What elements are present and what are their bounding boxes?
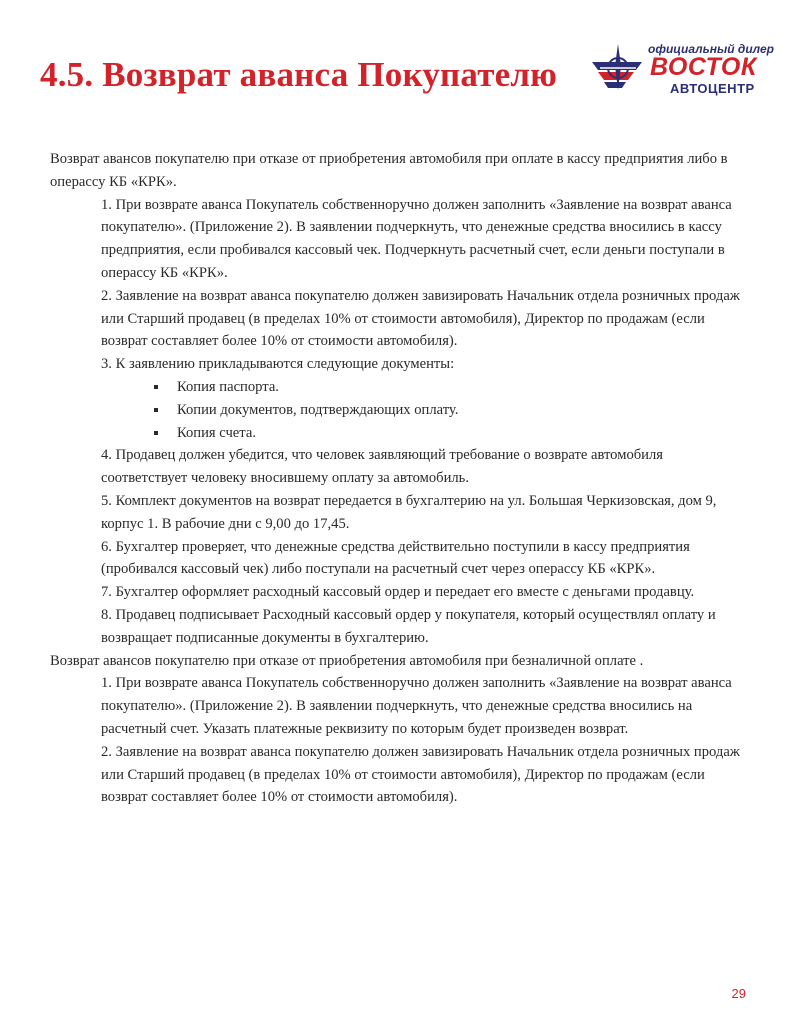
list-item: Копии документов, подтверждающих оплату. — [153, 399, 750, 422]
documents-list — [50, 376, 750, 444]
section1-intro: Возврат авансов покупателю при отказе от приобретения автомобиля при оплате в кассу предприятия либо в операссу КБ «КРК». — [50, 151, 728, 190]
section1-step-2: 2. Заявление на возврат аванса покупателю должен завизировать Начальник отдела розничных продаж или Старший продавец (в пределах 10% от стоимости автомобиля), Директор по продажам (если возврат составляет более 10% от стоимости автомобиля). — [101, 287, 740, 350]
section1-step-5: 5. Комплект документов на возврат передается в бухгалтерию на ул. Большая Черкизовская, дом 9, корпус 1. В рабочие дни с 9,00 до 17,45. — [101, 492, 717, 532]
page-number: 29 — [731, 986, 746, 1001]
bullet-icon — [154, 385, 158, 389]
section2-intro: Возврат авансов покупателю при отказе от приобретения автомобиля при безналичной оплате . — [50, 652, 644, 669]
section1-step-6: 6. Бухгалтер проверяет, что денежные средства действительно поступили в кассу предприятия (пробивался кассовый чек) либо поступали на расчетный счет через операссу КБ «КРК». — [101, 538, 690, 578]
section1-step-8: 8. Продавец подписывает Расходный кассовый ордер у покупателя, который осуществлял оплату и возвращает подписанные документы в бухгалтерию. — [101, 606, 716, 646]
section1-step-4: 4. Продавец должен убедится, что человек заявляющий требование о возврате автомобиля соответствует человеку вносившему оплату за автомобиль. — [101, 447, 663, 487]
section1-step-3: 3. К заявлению прикладываются следующие документы: — [101, 356, 455, 373]
section2-step-1: 1. При возврате аванса Покупатель собственноручно должен заполнить «Заявление на возврат аванса покупателю». (Приложение 2). В заявлении подчеркнуть, что денежные средства вносились на расчетный счет. Указать платежные реквизиту по которым будет произведен возврат. — [101, 675, 732, 737]
bullet-icon — [154, 408, 158, 412]
section1-step-7: 7. Бухгалтер оформляет расходный кассовый ордер и передает его вместе с деньгами продавцу. — [101, 584, 695, 601]
list-item: Копия счета. — [153, 422, 750, 445]
section2-step-2: 2. Заявление на возврат аванса покупателю должен завизировать Начальник отдела розничных продаж или Старший продавец (в пределах 10% от стоимости автомобиля), Директор по продажам (если возврат составляет более 10% от стоимости автомобиля). — [101, 743, 740, 806]
document-body — [50, 148, 750, 809]
section1-step-1: 1. При возврате аванса Покупатель собственноручно должен заполнить «Заявление на возврат аванса покупателю». (Приложение 2). В заявлении подчеркнуть, что денежные средства вносились в кассу предприятия, если пробивался кассовый чек. Подчеркнуть расчетный счет, если деньги поступали в операссу КБ «КРК». — [101, 196, 732, 281]
dealer-logo — [588, 38, 784, 98]
logo-subtitle: АВТОЦЕНТР — [670, 81, 755, 96]
page-title: 4.5. Возврат аванса Покупателю — [40, 55, 558, 94]
logo-brand: ВОСТОК — [650, 53, 757, 81]
list-item: Копия паспорта. — [153, 376, 750, 399]
logo-tagline: официальный дилер — [648, 42, 774, 56]
bullet-icon — [154, 431, 158, 435]
